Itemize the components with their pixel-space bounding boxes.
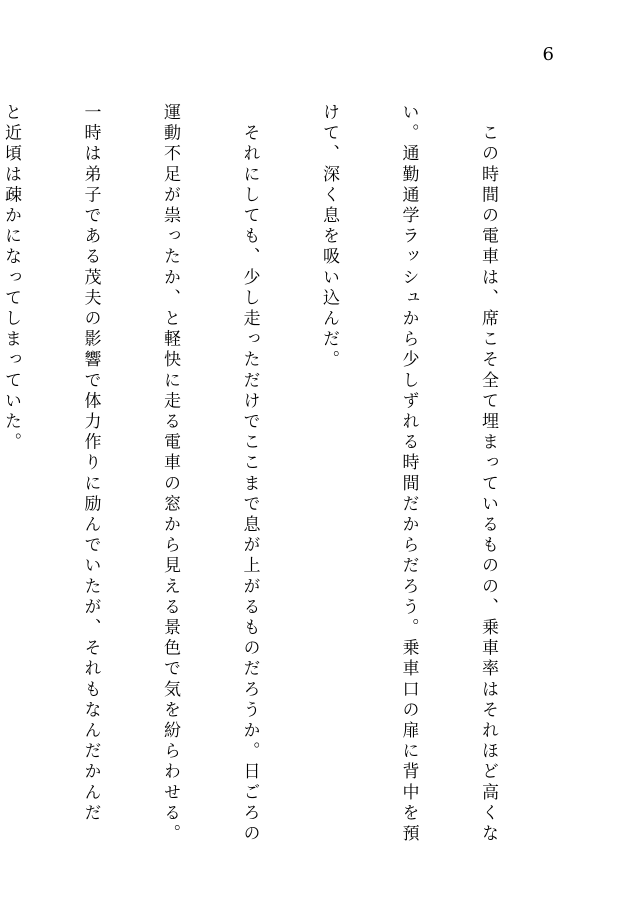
text-line: 一時は弟子である茂夫の影響で体力作りに励んでいたが、それもなんだかんだ — [80, 103, 101, 824]
text-line: と近頃は疎かになってしまっていた。 — [1, 103, 21, 454]
page-number: 6 — [542, 44, 554, 65]
text-line: けて、深く息を吸い込んだ。 — [319, 103, 339, 371]
text-line: い。通勤通学ラッシュから少しずれる時間だからだろう。乗車口の扉に背中を預 — [398, 103, 419, 845]
text-line: それにしても、少し走っただけでここまで息が上がるものだろうか。日ごろの — [239, 103, 260, 845]
text-line: この時間の電車は、席こそ全て埋まっているものの、乗車率はそれほど高くな — [478, 103, 498, 845]
vertical-text-body — [1, 103, 554, 845]
text-line: 運動不足が祟ったか、と軽快に走る電車の窓から見える景色で気を紛らわせる。 — [160, 103, 180, 845]
